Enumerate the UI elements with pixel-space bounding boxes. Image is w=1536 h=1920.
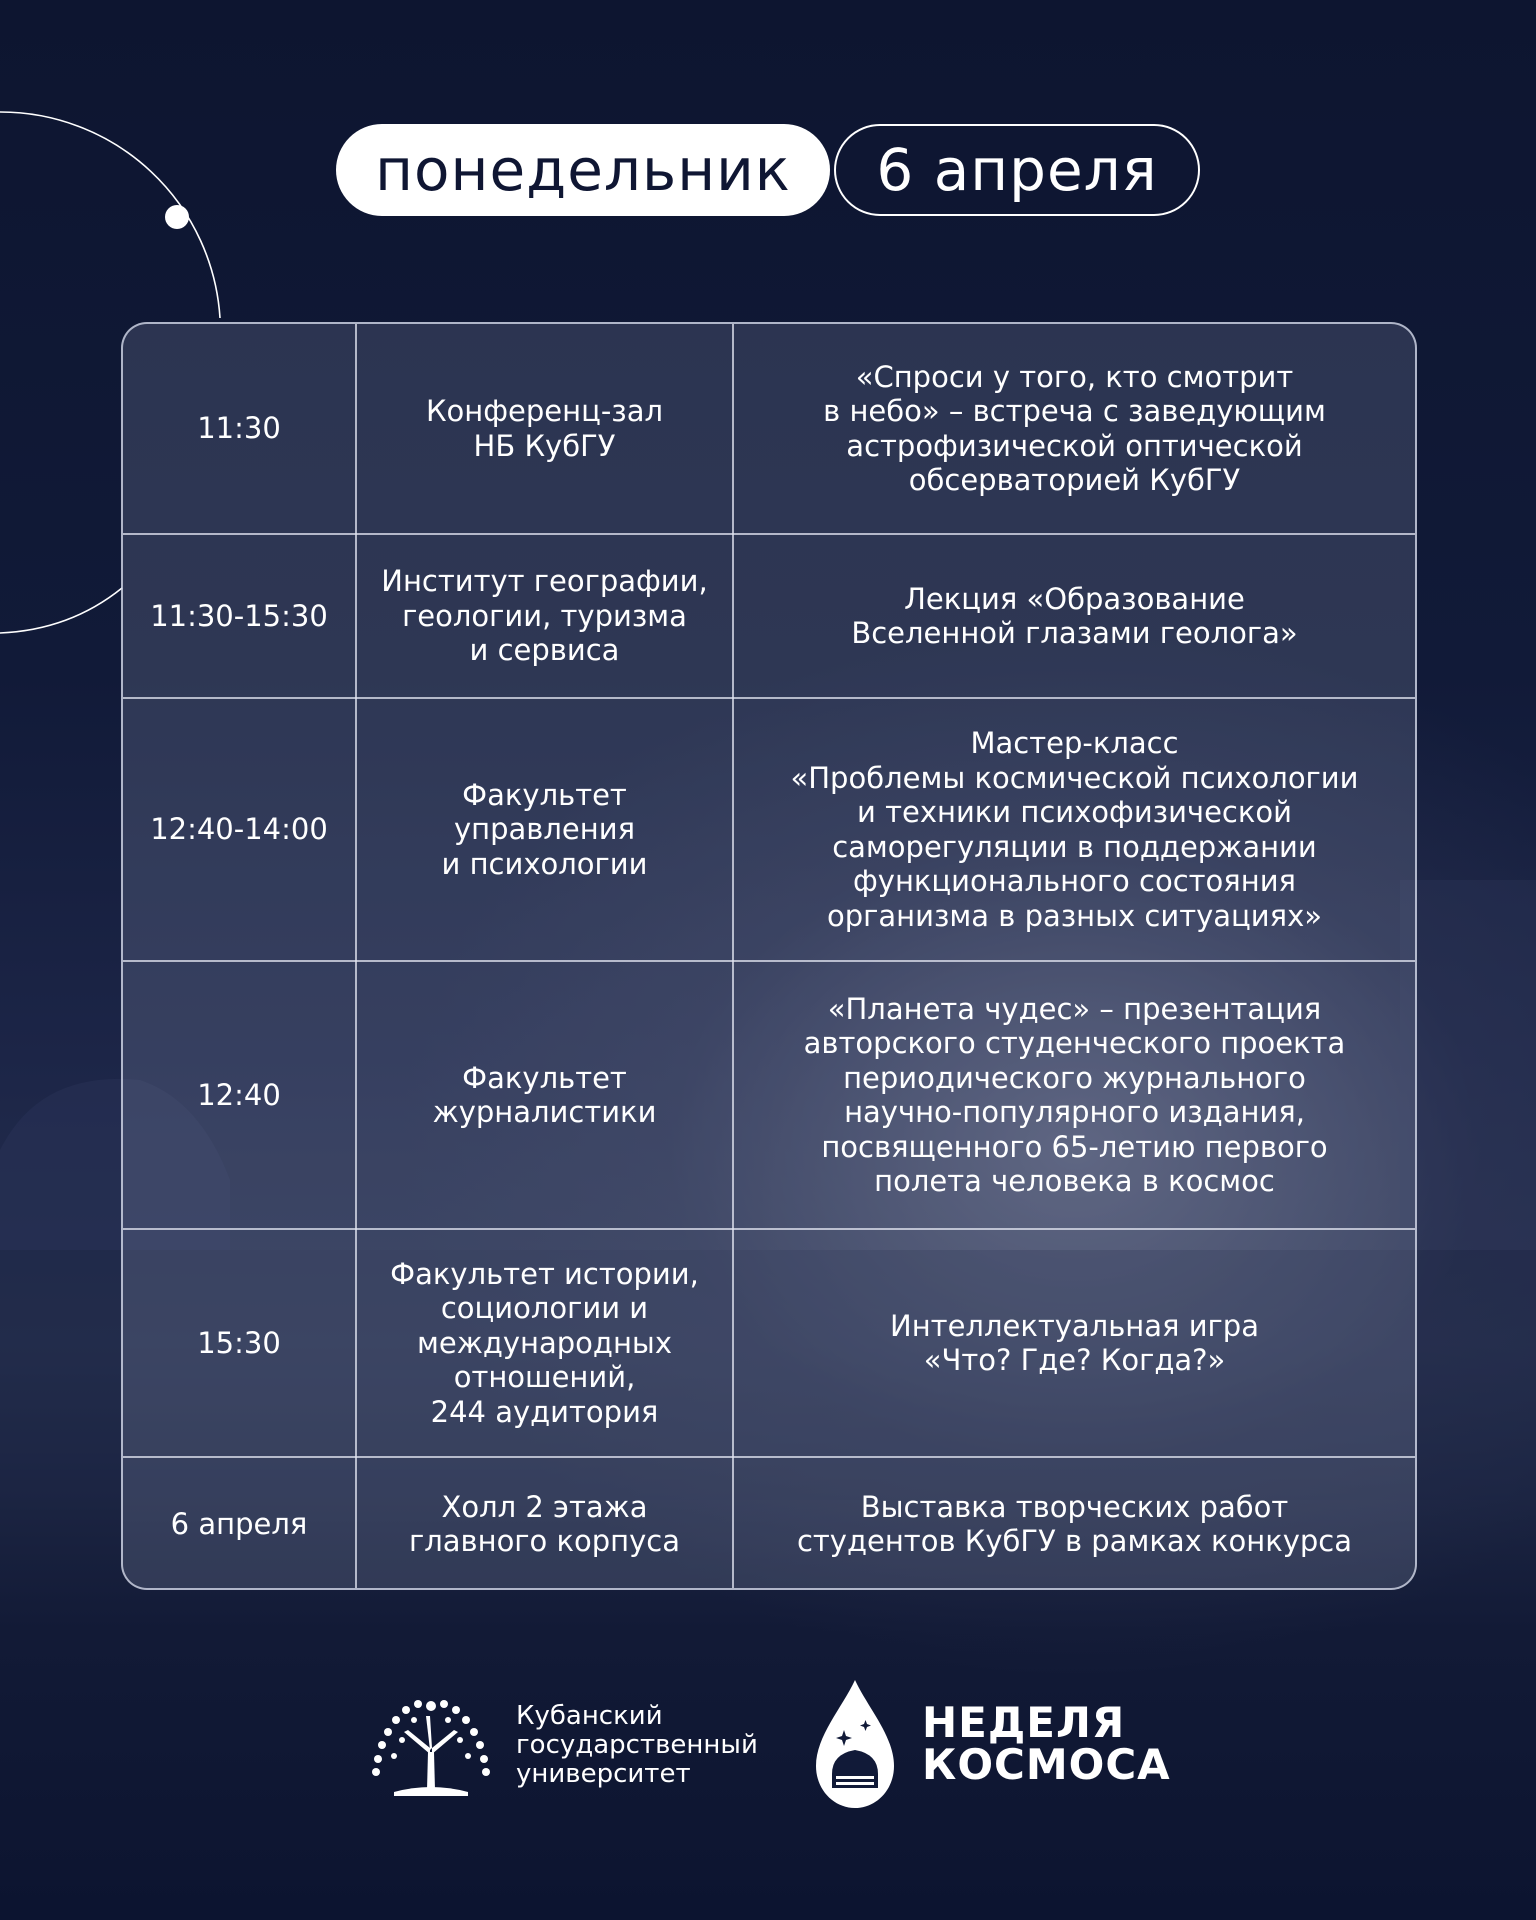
time-cell: 11:30	[123, 324, 356, 534]
place-cell: Факультет управления и психологии	[356, 698, 733, 961]
event-cell: «Планета чудес» – презентация авторского студенческого проекта периодического журнального научно-популярного издания, посвященного 65-летию первого полета человека в космос	[733, 961, 1415, 1229]
event-cell: «Спроси у того, кто смотрит в небо» – встреча с заведующим астрофизической оптической обсерваторией КубГУ	[733, 324, 1415, 534]
header-pills	[336, 124, 1200, 216]
event-cell: Интеллектуальная игра «Что? Где? Когда?»	[733, 1229, 1415, 1457]
university-name: Кубанский государственный университет	[516, 1700, 758, 1789]
time-cell: 12:40	[123, 961, 356, 1229]
place-cell: Холл 2 этажа главного корпуса	[356, 1457, 733, 1590]
place-cell: Факультет истории, социологии и международных отношений, 244 аудитория	[356, 1229, 733, 1457]
place-cell: Институт географии, геологии, туризма и сервиса	[356, 534, 733, 698]
table-row	[123, 534, 1415, 698]
table-row	[123, 324, 1415, 534]
table-row	[123, 961, 1415, 1229]
time-cell: 12:40-14:00	[123, 698, 356, 961]
observatory-drop-icon	[812, 1678, 898, 1810]
tree-logo-icon	[364, 1692, 498, 1798]
space-week-logo	[812, 1678, 1171, 1810]
table-row	[123, 698, 1415, 961]
event-cell: Лекция «Образование Вселенной глазами геолога»	[733, 534, 1415, 698]
event-cell: Мастер-класс «Проблемы космической психологии и техники психофизической саморегуляции в поддержании функционального состояния организма в разных ситуациях»	[733, 698, 1415, 961]
schedule-table	[121, 322, 1417, 1590]
orbit-arc-lower	[0, 588, 122, 633]
event-cell: Выставка творческих работ студентов КубГУ в рамках конкурса	[733, 1457, 1415, 1590]
date-pill: 6 апреля	[834, 124, 1200, 216]
orbit-dot	[165, 205, 189, 229]
table-row	[123, 1229, 1415, 1457]
place-cell: Конференц-зал НБ КубГУ	[356, 324, 733, 534]
university-logo	[364, 1692, 758, 1798]
day-pill: понедельник	[336, 124, 830, 216]
place-cell: Факультет журналистики	[356, 961, 733, 1229]
time-cell: 11:30-15:30	[123, 534, 356, 698]
time-cell: 6 апреля	[123, 1457, 356, 1590]
table-row	[123, 1457, 1415, 1590]
space-week-title: НЕДЕЛЯ КОСМОСА	[922, 1698, 1171, 1789]
time-cell: 15:30	[123, 1229, 356, 1457]
